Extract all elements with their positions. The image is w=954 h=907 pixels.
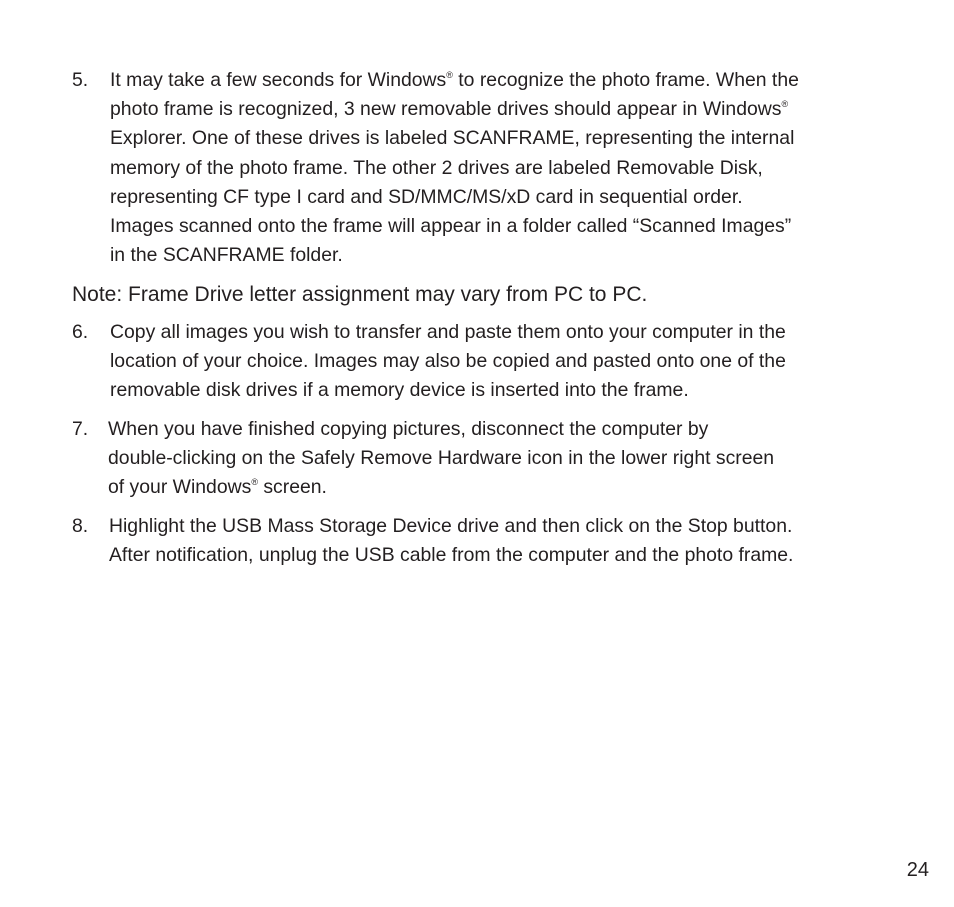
registered-mark: ®	[251, 477, 258, 488]
step-line: of your Windows® screen.	[108, 476, 327, 499]
step-line: removable disk drives if a memory device is inserted into the frame.	[110, 379, 689, 402]
step-line: memory of the photo frame. The other 2 drives are labeled Removable Disk,	[110, 156, 763, 179]
step-line: After notification, unplug the USB cable from the computer and the photo frame.	[109, 544, 794, 567]
step-text	[108, 415, 872, 503]
step-6	[72, 318, 872, 406]
step-number: 8.	[72, 515, 89, 537]
step-5	[72, 66, 872, 270]
step-text	[110, 318, 872, 406]
step-line: representing CF type I card and SD/MMC/MS/xD card in sequential order.	[110, 185, 743, 208]
step-line: double-clicking on the Safely Remove Hardware icon in the lower right screen	[108, 447, 775, 470]
step-7	[72, 415, 872, 503]
step-line: photo frame is recognized, 3 new removable drives should appear in Windows®	[110, 98, 789, 121]
step-line: Images scanned onto the frame will appear in a folder called “Scanned Images”	[110, 215, 792, 238]
step-number: 5.	[72, 69, 89, 91]
registered-mark: ®	[446, 70, 453, 80]
step-line: When you have finished copying pictures, disconnect the computer by	[108, 418, 709, 440]
step-line: location of your choice. Images may also be copied and pasted onto one of the	[110, 350, 786, 373]
step-number: 7.	[72, 418, 89, 440]
step-text	[110, 66, 872, 270]
note-text: Note: Frame Drive letter assignment may vary from PC to PC.	[72, 283, 648, 306]
step-8	[72, 512, 872, 570]
page-number: 24	[906, 859, 929, 881]
step-line: Highlight the USB Mass Storage Device drive and then click on the Stop button.	[109, 515, 793, 537]
registered-mark: ®	[781, 99, 789, 110]
step-number: 6.	[72, 321, 89, 343]
step-line: Copy all images you wish to transfer and paste them onto your computer in the	[110, 321, 786, 343]
step-line: It may take a few seconds for Windows® to recognize the photo frame. When the	[110, 69, 799, 91]
step-line: Explorer. One of these drives is labeled SCANFRAME, representing the internal	[110, 127, 795, 150]
step-text	[109, 512, 872, 570]
step-line: in the SCANFRAME folder.	[110, 244, 343, 267]
